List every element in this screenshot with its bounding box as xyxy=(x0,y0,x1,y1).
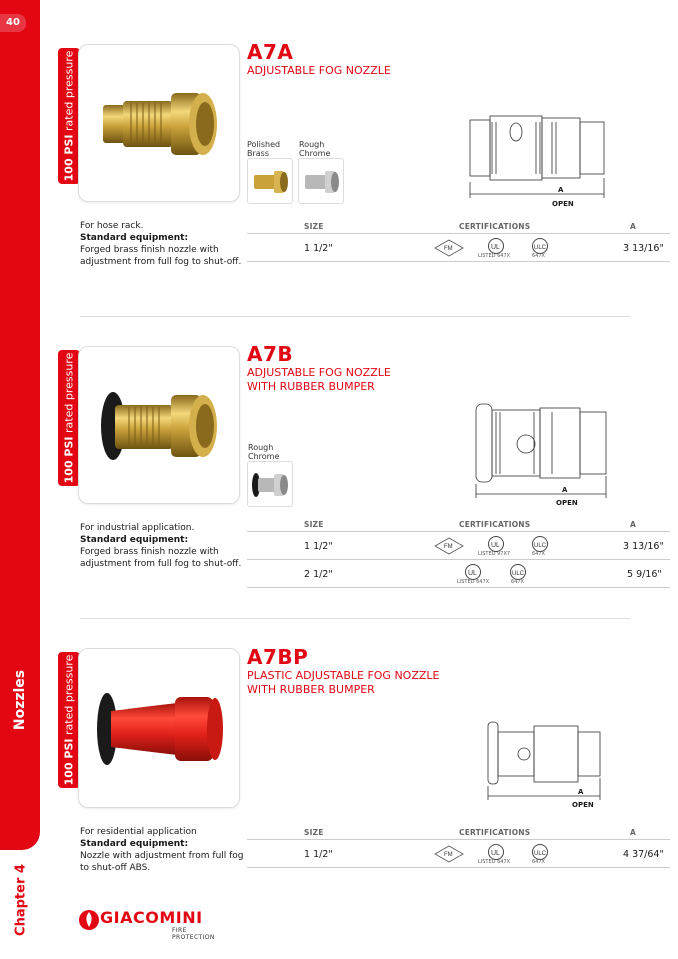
ul-caption: LISTED 97X7 xyxy=(478,551,511,557)
rating-rest: rated pressure xyxy=(62,654,76,739)
finish-label-line: Chrome xyxy=(299,149,331,158)
svg-text:UL: UL xyxy=(468,570,477,577)
cell-a: 5 9/16" xyxy=(627,569,662,580)
description-intro: For industrial application. xyxy=(80,523,195,533)
pressure-rating-tab xyxy=(58,350,80,486)
svg-text:FM: FM xyxy=(444,544,453,550)
section-divider xyxy=(80,618,630,619)
subtitle-line: ADJUSTABLE FOG NOZZLE xyxy=(247,64,391,77)
finish-label-line: Rough xyxy=(299,140,325,149)
spec-table xyxy=(247,520,670,588)
svg-text:ULC: ULC xyxy=(512,571,525,577)
chapter-label-text: Chapter 4 xyxy=(13,864,29,936)
description-intro: For hose rack. xyxy=(80,221,144,231)
ulc-caption: 647X xyxy=(532,551,545,557)
equipment-line: to shut-off ABS. xyxy=(80,863,151,873)
technical-drawing xyxy=(468,402,628,516)
svg-text:ULC: ULC xyxy=(534,543,547,549)
rating-bold: 100 PSI xyxy=(62,738,76,786)
svg-text:ULC: ULC xyxy=(534,851,547,857)
rating-rest: rated pressure xyxy=(62,50,76,135)
cell-size: 1 1/2" xyxy=(304,243,333,254)
brass-nozzle-bumper-image xyxy=(79,347,241,505)
finish-swatch-polished-brass xyxy=(247,158,293,204)
model-subtitle xyxy=(247,366,391,394)
cell-a: 4 37/64" xyxy=(623,849,664,860)
ulc-caption: 647X xyxy=(532,859,545,865)
finish-label-line: Brass xyxy=(247,149,270,158)
plastic-nozzle-image xyxy=(79,649,241,809)
equipment-label: Standard equipment: xyxy=(80,233,189,243)
equipment-line: adjustment from full fog to shut-off. xyxy=(80,559,242,569)
drawing-caption: OPEN xyxy=(552,200,574,208)
cell-size: 1 1/2" xyxy=(304,849,333,860)
cell-a: 3 13/16" xyxy=(623,243,664,254)
equipment-line: Nozzle with adjustment from full fog xyxy=(80,851,244,861)
equipment-line: Forged brass finish nozzle with xyxy=(80,547,219,557)
ulc-caption: 647X xyxy=(511,579,524,585)
subtitle-line: WITH RUBBER BUMPER xyxy=(247,683,375,696)
spec-table-header xyxy=(247,520,670,532)
header-certifications: CERTIFICATIONS xyxy=(459,520,531,529)
spec-table xyxy=(247,828,670,868)
model-subtitle xyxy=(247,64,391,78)
technical-drawing xyxy=(484,718,624,818)
equipment-label: Standard equipment: xyxy=(80,839,189,849)
dimension-label: A xyxy=(578,788,584,796)
fm-approved-icon xyxy=(433,843,469,865)
drawing-caption: OPEN xyxy=(572,801,594,809)
model-subtitle xyxy=(247,669,440,697)
equipment-label: Standard equipment: xyxy=(80,535,189,545)
ul-caption: LISTED 647X xyxy=(478,859,511,865)
rating-bold: 100 PSI xyxy=(62,436,76,484)
drawing-caption: OPEN xyxy=(556,499,578,507)
product-photo-card xyxy=(78,44,240,202)
product-photo-card xyxy=(78,648,240,808)
svg-text:UL: UL xyxy=(491,244,500,251)
header-a: A xyxy=(630,222,637,231)
description-intro: For residential application xyxy=(80,827,197,837)
table-row xyxy=(247,560,670,588)
page-number: 40 xyxy=(0,14,26,32)
header-certifications: CERTIFICATIONS xyxy=(459,222,531,231)
chapter-sidebar xyxy=(0,0,40,850)
dimension-label: A xyxy=(558,186,564,194)
svg-text:FM: FM xyxy=(444,852,453,858)
header-a: A xyxy=(630,520,637,529)
ulc-caption: 647X xyxy=(532,253,545,259)
product-description xyxy=(80,826,250,874)
subtitle-line: ADJUSTABLE FOG NOZZLE xyxy=(247,366,391,379)
spec-table-header xyxy=(247,828,670,840)
cell-a: 3 13/16" xyxy=(623,541,664,552)
ul-caption: LISTED 647X xyxy=(478,253,511,259)
header-a: A xyxy=(630,828,637,837)
cell-size: 2 1/2" xyxy=(304,569,333,580)
technical-drawing xyxy=(468,114,628,218)
model-name: A7BP xyxy=(247,645,309,669)
finish-label-line: Chrome xyxy=(248,452,280,461)
subtitle-line: WITH RUBBER BUMPER xyxy=(247,380,375,393)
finish-label-line: Rough xyxy=(248,443,274,452)
svg-text:ULC: ULC xyxy=(534,245,547,251)
header-certifications: CERTIFICATIONS xyxy=(459,828,531,837)
header-size: SIZE xyxy=(304,222,324,231)
brand-name: GIACOMINI xyxy=(100,908,203,927)
finish-swatch-rough-chrome xyxy=(247,461,293,507)
product-description xyxy=(80,220,250,268)
svg-text:UL: UL xyxy=(491,542,500,549)
finish-label-polished-brass xyxy=(247,140,280,158)
finish-label-rough-chrome xyxy=(248,443,279,461)
dimension-label: A xyxy=(562,486,568,494)
fm-approved-icon xyxy=(433,535,469,557)
section-label-text: Nozzles xyxy=(12,669,28,731)
product-photo-card xyxy=(78,346,240,504)
brand-tagline: FIRE PROTECTION xyxy=(172,927,215,941)
header-size: SIZE xyxy=(304,828,324,837)
rating-bold: 100 PSI xyxy=(62,134,76,182)
section-label xyxy=(4,655,36,745)
pressure-rating-tab xyxy=(58,652,80,788)
ul-caption: LISTED 647X xyxy=(457,579,490,585)
subtitle-line: PLASTIC ADJUSTABLE FOG NOZZLE xyxy=(247,669,440,682)
chapter-label xyxy=(6,845,36,955)
table-row xyxy=(247,532,670,560)
spec-table xyxy=(247,222,670,262)
flame-icon xyxy=(78,907,100,933)
brand-logo xyxy=(78,905,228,941)
cell-size: 1 1/2" xyxy=(304,541,333,552)
svg-text:UL: UL xyxy=(491,850,500,857)
equipment-line: adjustment from full fog to shut-off. xyxy=(80,257,242,267)
equipment-line: Forged brass finish nozzle with xyxy=(80,245,219,255)
table-row xyxy=(247,234,670,262)
table-row xyxy=(247,840,670,868)
finish-label-line: Polished xyxy=(247,140,281,149)
svg-text:FM: FM xyxy=(444,246,453,252)
section-divider xyxy=(80,316,630,317)
header-size: SIZE xyxy=(304,520,324,529)
fm-approved-icon xyxy=(433,237,469,259)
rating-rest: rated pressure xyxy=(62,352,76,437)
pressure-rating-tab xyxy=(58,48,80,184)
product-description xyxy=(80,522,250,570)
brass-nozzle-image xyxy=(79,45,241,203)
model-name: A7A xyxy=(247,40,294,64)
finish-label-rough-chrome xyxy=(299,140,330,158)
spec-table-header xyxy=(247,222,670,234)
finish-swatch-rough-chrome xyxy=(298,158,344,204)
model-name: A7B xyxy=(247,342,294,366)
